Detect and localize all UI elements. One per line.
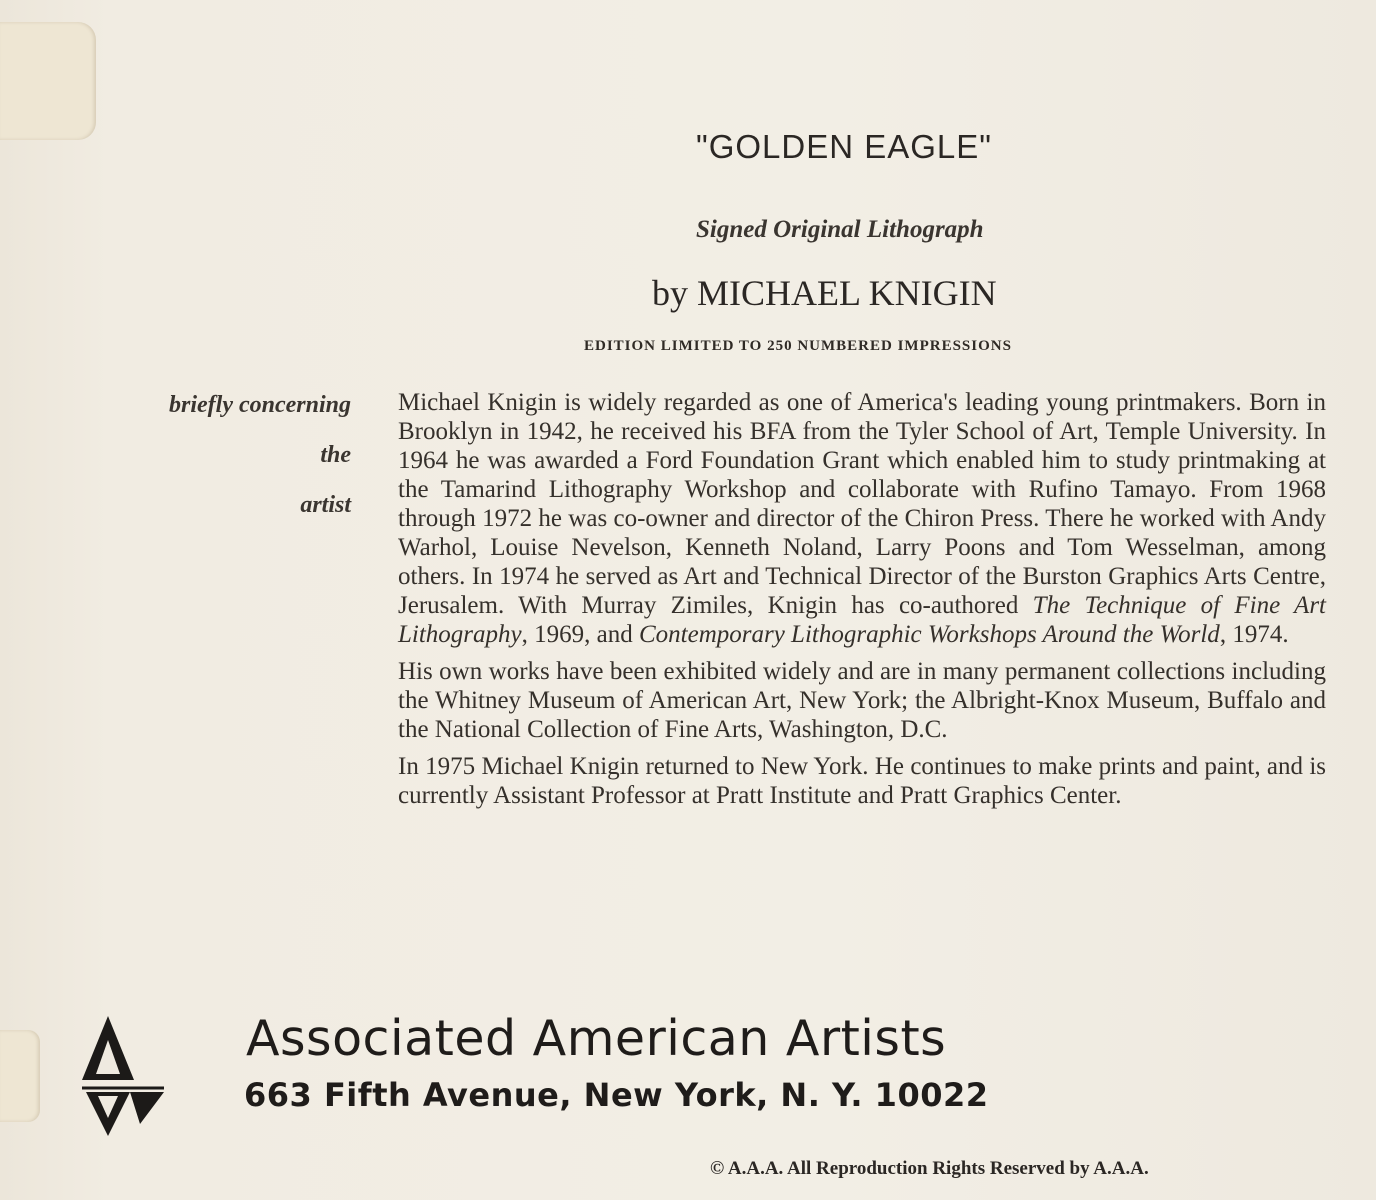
bio-paragraph-1 [398,388,1326,649]
bio-paragraph-3: In 1975 Michael Knigin returned to New York. He continues to make prints and paint, and is currently Assistant Professor at Pratt Institute and Pratt Graphics Center. [398,753,1326,809]
bio-paragraph-2: His own works have been exhibited widely and are in many permanent collections including the Whitney Museum of American Art, New York; the Albright-Knox Museum, Buffalo and the National Collection of Fine Arts, Washington, D.C. [398,658,1326,743]
artist-biography [398,388,1326,818]
copyright-notice: © A.A.A. All Reproduction Rights Reserved by A.A.A. [710,1158,1149,1179]
aaa-triangle-logo-icon [78,1014,166,1138]
artwork-title: "GOLDEN EAGLE" [696,128,993,165]
sidebar-heading-line-1: briefly concerning [169,392,351,418]
bio-p1-text-a: Michael Knigin is widely regarded as one of America's leading young printmakers. Born in Brooklyn in 1942, he received his BFA from the Tyler School of Art, Temple University. In 1964 he was awarded a Ford Foundation Grant which enabled him to study printmaking at the Tamarind Lithography Workshop and collaborate with Rufino Tamayo. From 1968 through 1972 he was co-owner and director of the Chiron Press. There he worked with Andy Warhol, Louise Nevelson, Kenneth Noland, Larry Poons and Tom Wesselman, among others. In 1974 he served as Art and Technical Director of the Burston Graphics Arts Centre, Jerusalem. With Murray Zimiles, Knigin has co-authored [398,389,1326,619]
sidebar-heading-line-3: artist [300,492,351,518]
bio-p1-text-b: , 1969, and [521,621,639,648]
organization-address: 663 Fifth Avenue, New York, N. Y. 10022 [244,1076,989,1114]
artwork-subtitle: Signed Original Lithograph [696,216,984,243]
bio-p1-text-c: , 1974. [1219,621,1289,648]
edition-note: EDITION LIMITED TO 250 NUMBERED IMPRESSIONS [584,338,1012,354]
artist-byline: by MICHAEL KNIGIN [652,273,997,313]
book-title-workshops: Contemporary Lithographic Workshops Around the World [638,621,1220,648]
organization-name: Associated American Artists [246,1010,947,1067]
paper-tab-bottom [0,1030,40,1122]
paper-tab-top [0,22,96,140]
sidebar-heading-line-2: the [320,442,351,468]
book-title-technique: The Technique of Fine Art Lithography [398,592,1326,648]
